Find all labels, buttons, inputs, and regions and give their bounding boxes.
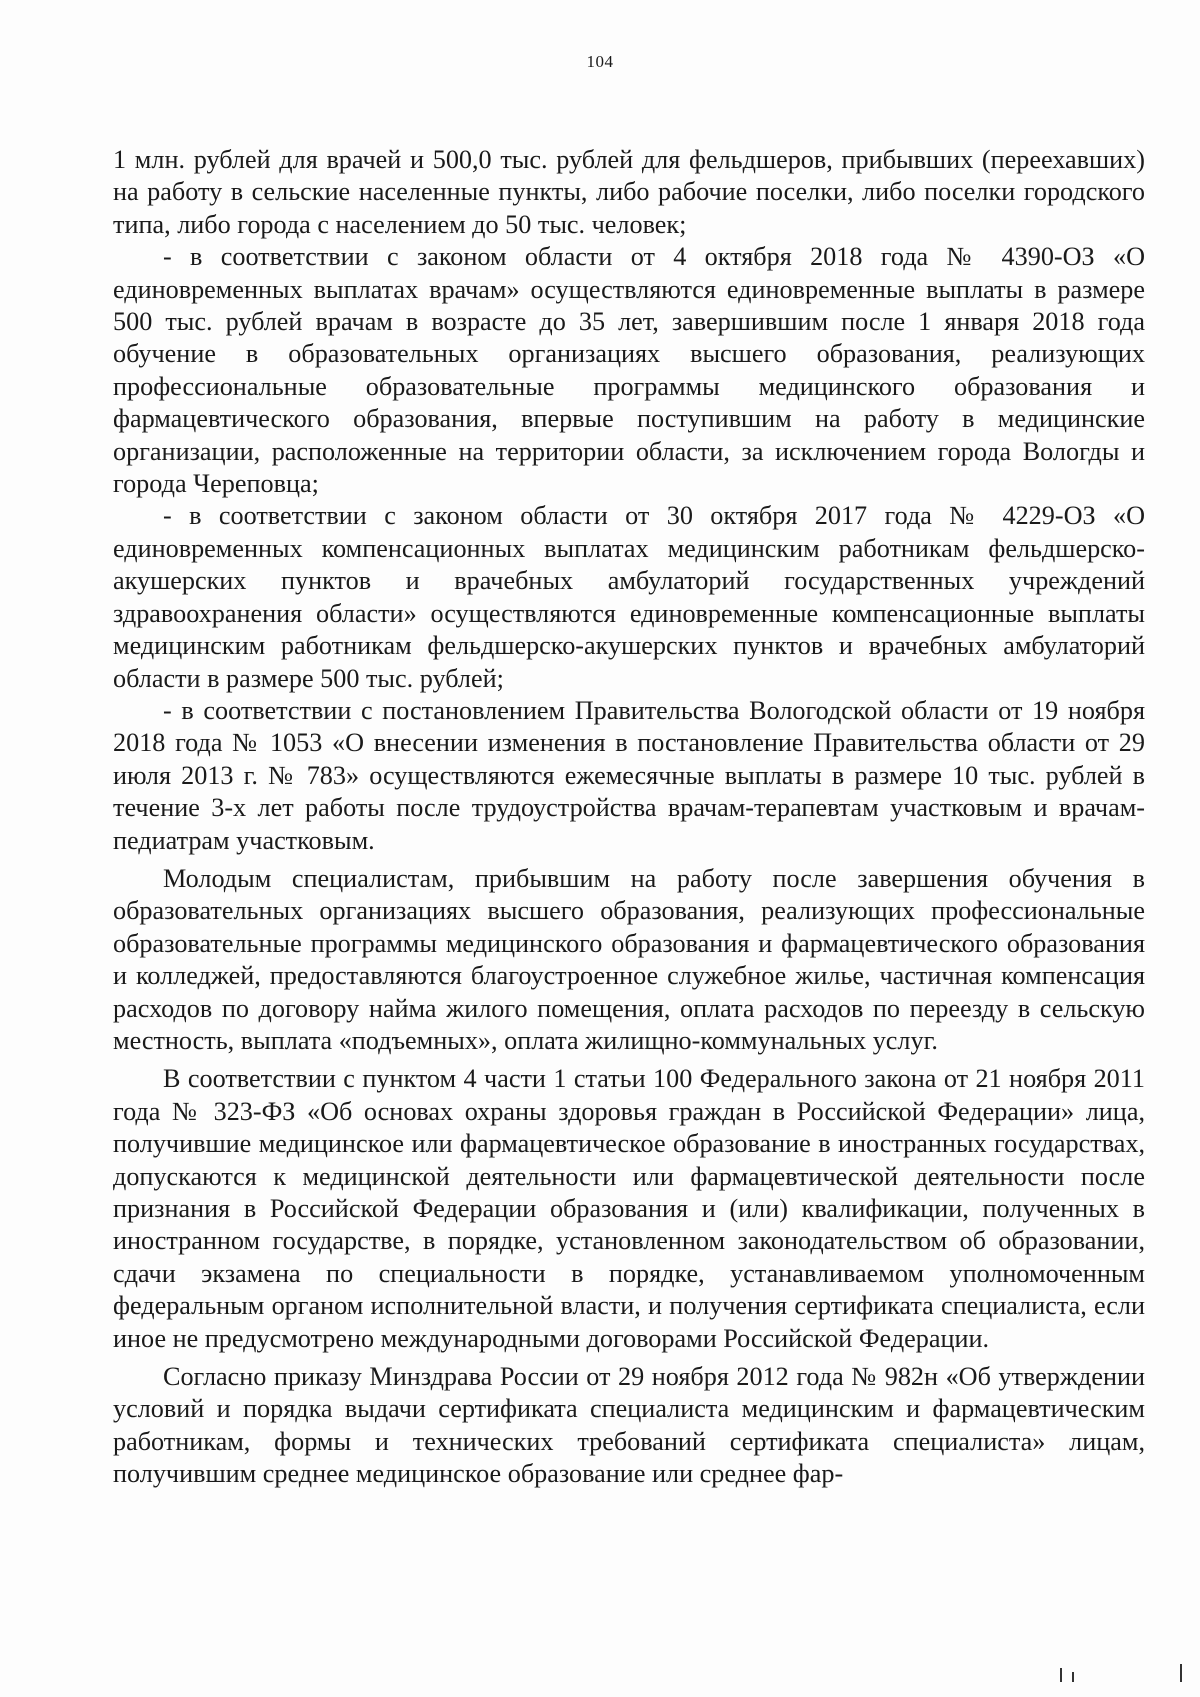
paragraph-resolution-1053: - в соответствии с постановлением Правительства Вологодской области от 19 ноября 2018 года № 1053 «О внесении изменения в постановление Правительства области от 29 июля 2013 г. № 783» осуществляются ежемесячные выплаты в размере 10 тыс. рублей в течение 3-х лет работы после трудоустройства врачам-терапевтам участковым и врачам-педиатрам участковым. bbox=[113, 695, 1145, 855]
scan-artifact bbox=[1072, 1672, 1074, 1682]
scan-artifact bbox=[1180, 1664, 1182, 1682]
paragraph-young-specialists: Молодым специалистам, прибывшим на работу после завершения обучения в образовательных организациях высшего образования, реализующих профессиональные образовательные программы медицинского образования и фармацевтического образования и колледжей, предоставляются благоустроенное служебное жилье, частичная компенсация расходов по договору найма жилого помещения, оплата расходов по переезду в сельскую местность, выплата «подъемных», оплата жилищно-коммунальных услуг. bbox=[113, 863, 1145, 1055]
paragraph-law-4229: - в соответствии с законом области от 30 октября 2017 года № 4229-ОЗ «О единовременных компенсационных выплатах медицинским работникам фельдшерско-акушерских пунктов и врачебных амбулаторий государственных учреждений здравоохранения области» осуществляются единовременные компенсационные выплаты медицинским работникам фельдшерско-акушерских пунктов и врачебных амбулаторий области в размере 500 тыс. рублей; bbox=[113, 501, 1145, 693]
page-number: 104 bbox=[586, 52, 614, 71]
body-text bbox=[113, 144, 1145, 1491]
paragraph-law-4390: - в соответствии с законом области от 4 октября 2018 года № 4390-ОЗ «О единовременных выплатах врачам» осуществляются единовременные выплаты в размере 500 тыс. рублей врачам в возрасте до 35 лет, завершившим после 1 января 2018 года обучение в образовательных организациях высшего образования, реализующих профессиональные образовательные программы медицинского образования и фармацевтического образования, впервые поступившим на работу в медицинские организации, расположенные на территории области, за исключением города Вологды и города Череповца; bbox=[113, 242, 1145, 499]
paragraph-order-982n: Согласно приказу Минздрава России от 29 ноября 2012 года № 982н «Об утверждении условий и порядка выдачи сертификата специалиста медицинским и фармацевтическим работникам, формы и технических требований сертификата специалиста» лицам, получившим среднее медицинское образование или среднее фар- bbox=[113, 1362, 1145, 1489]
paragraph-continuation: 1 млн. рублей для врачей и 500,0 тыс. рублей для фельдшеров, прибывших (переехавших) на работу в сельские населенные пункты, либо рабочие поселки, либо поселки городского типа, либо города с населением до 50 тыс. человек; bbox=[113, 145, 1145, 239]
paragraph-federal-law-323: В соответствии с пунктом 4 части 1 статьи 100 Федерального закона от 21 ноября 2011 года № 323-ФЗ «Об основах охраны здоровья граждан в Российской Федерации» лица, получившие медицинское или фармацевтическое образование в иностранных государствах, допускаются к медицинской деятельности или фармацевтической деятельности после признания в Российской Федерации образования и (или) квалификации, полученных в иностранном государстве, в порядке, установленном законодательством об образовании, сдачи экзамена по специальности в порядке, устанавливаемом уполномоченным федеральным органом исполнительной власти, и получения сертификата специалиста, если иное не предусмотрено международными договорами Российской Федерации. bbox=[113, 1064, 1145, 1353]
scan-artifact bbox=[1060, 1668, 1062, 1682]
